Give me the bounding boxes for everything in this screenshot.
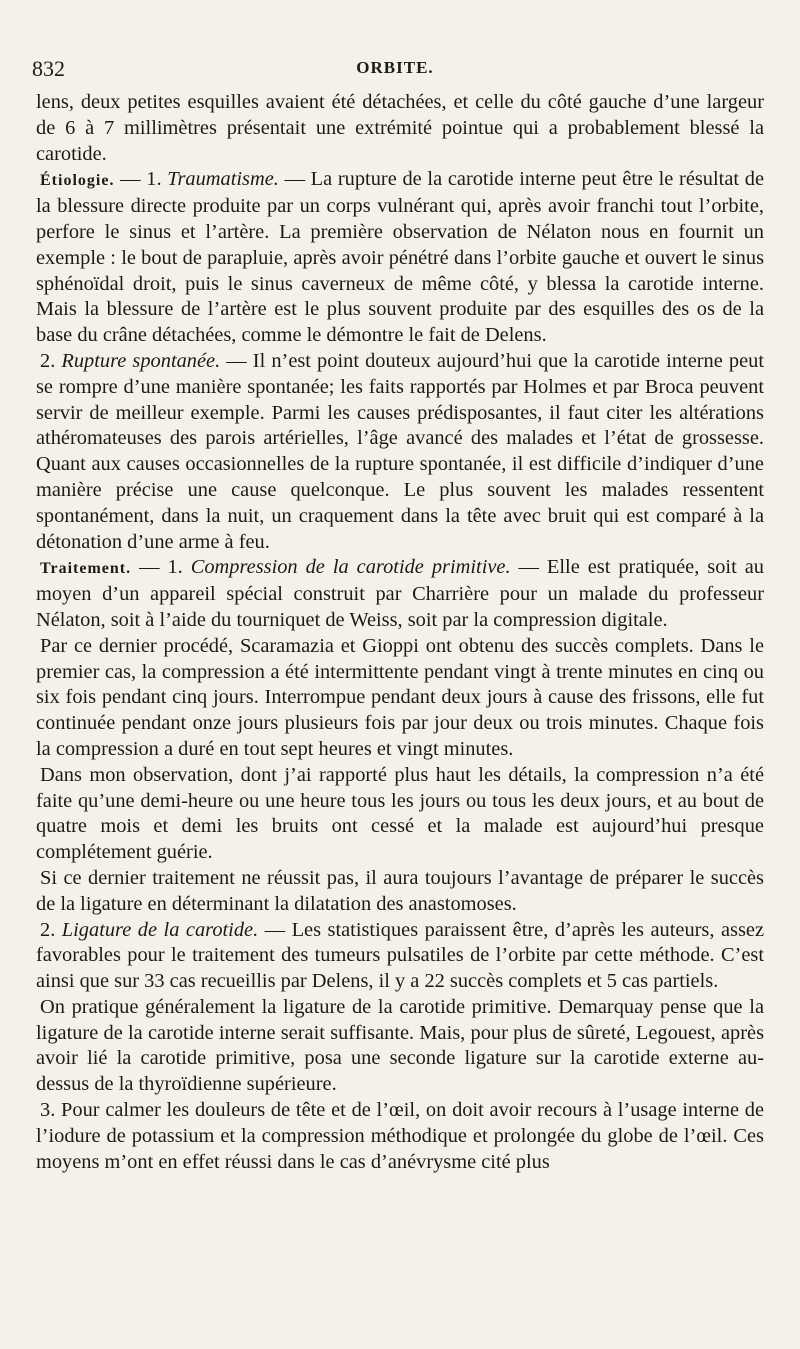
body-text (36, 90, 764, 1175)
paragraph-ligature (36, 918, 764, 995)
ligature-number: 2. (40, 918, 62, 941)
paragraph-pratique: On pratique généralement la ligature de la carotide primitive. Demarquay pense que la ligature de la carotide interne serait suffisante. Mais, pour plus de sûreté, Legouest, après avoir lié la carotide primitive, posa une seconde ligature sur la carotide externe au-dessus de la thyroïdienne supérieure. (36, 995, 764, 1096)
page-header (30, 46, 760, 86)
rupture-text: — Il n’est point douteux aujourd’hui que la carotide interne peut se rompre d’une manière spontanée; les faits rapportés par Holmes et par Broca peuvent servir de meilleur exemple. Parmi les causes prédisposantes, il faut citer les altérations athéromateuses des parois artérielles, l’âge avancé des malades et l’état de grossesse. Quant aux causes occasionnelles de la rupture spontanée, il est difficile d’indiquer d’une manière précise une cause quelconque. Le plus souvent les malades ressentent spontanément, dans la nuit, un craquement dans la tête avec bruit qui est comparé à la détonation d’une arme à feu. (36, 349, 764, 553)
subtitle-compression: Compression de la carotide primitive. (190, 556, 511, 579)
traitement-text: — Elle est pratiquée, soit au moyen d’un appareil spécial construit par Charrière pour un malade du professeur Nélaton, soit à l’aide du tourniquet de Weiss, soit par la compression digitale. (36, 556, 764, 631)
page-number: 832 (32, 56, 65, 81)
paragraph-traitement (36, 555, 764, 633)
traitement-number: — 1. (131, 556, 191, 579)
etiologie-number: — 1. (114, 168, 168, 191)
running-head: ORBITE. (356, 58, 434, 77)
paragraph-etiologie (36, 167, 764, 349)
paragraph-lens: lens, deux petites esquilles avaient été détachées, et celle du côté gauche d’une largeur de 6 à 7 millimètres présentait une extrémité pointue qui a probablement blessé la carotide. (36, 91, 764, 165)
paragraph-scaramazia: Par ce dernier procédé, Scaramazia et Gioppi ont obtenu des succès complets. Dans le premier cas, la compression a été intermittente pendant vingt à trente minutes en cinq ou six fois pendant cinq jours. Interrompue pendant deux jours à cause des frissons, elle fut continuée pendant onze jours plusieurs fois par jour deux ou trois minutes. Chaque fois la compression a duré en tout sept heures et vingt minutes. (36, 634, 764, 760)
paragraph-si: Si ce dernier traitement ne réussit pas, il aura toujours l’avantage de préparer le succès de la ligature en déterminant la dilatation des anastomoses. (36, 866, 764, 915)
paragraph-calmer: 3. Pour calmer les douleurs de tête et de l’œil, on doit avoir recours à l’usage interne de l’iodure de potassium et la compression méthodique et prolongée du globe de l’œil. Ces moyens m’ont en effet réussi dans le cas d’anévrysme cité plus (36, 1099, 764, 1173)
subtitle-rupture-spontanee: Rupture spontanée. (61, 349, 221, 372)
section-title-traitement: Traitement. (40, 560, 132, 578)
rupture-number: 2. (40, 349, 62, 372)
section-title-etiologie: Étiologie. (40, 172, 115, 190)
ligature-text: — Les statistiques paraissent être, d’après les auteurs, assez favorables pour le traitement des tumeurs pulsatiles de l’orbite par cette méthode. C’est ainsi que sur 33 cas recueillis par Delens, il y a 22 succès complets et 5 cas partiels. (36, 918, 764, 993)
subtitle-ligature: Ligature de la carotide. (61, 918, 259, 941)
subtitle-traumatisme: Traumatisme. (167, 168, 279, 191)
etiologie-text: — La rupture de la carotide interne peut être le résultat de la blessure directe produite par un corps vulnérant qui, après avoir franchi tout l’orbite, perfore le sinus et l’artère. La première observation de Nélaton nous en fournit un exemple : le bout de parapluie, après avoir pénétré dans l’orbite gauche et ouvert le sinus sphénoïdal droit, puis le sinus caverneux de même côté, y blessa la carotide interne. Mais la blessure de l’artère est le plus souvent produite par des esquilles des os de la base du crâne détachées, comme le démontre le fait de Delens. (36, 168, 764, 347)
paragraph-rupture (36, 349, 764, 555)
paragraph-observation: Dans mon observation, dont j’ai rapporté plus haut les détails, la compression n’a été faite qu’une demi-heure ou une heure tous les jours ou tous les deux jours, et au bout de quatre mois et demi les bruits ont cessé et la malade est aujourd’hui presque complétement guérie. (36, 763, 764, 864)
